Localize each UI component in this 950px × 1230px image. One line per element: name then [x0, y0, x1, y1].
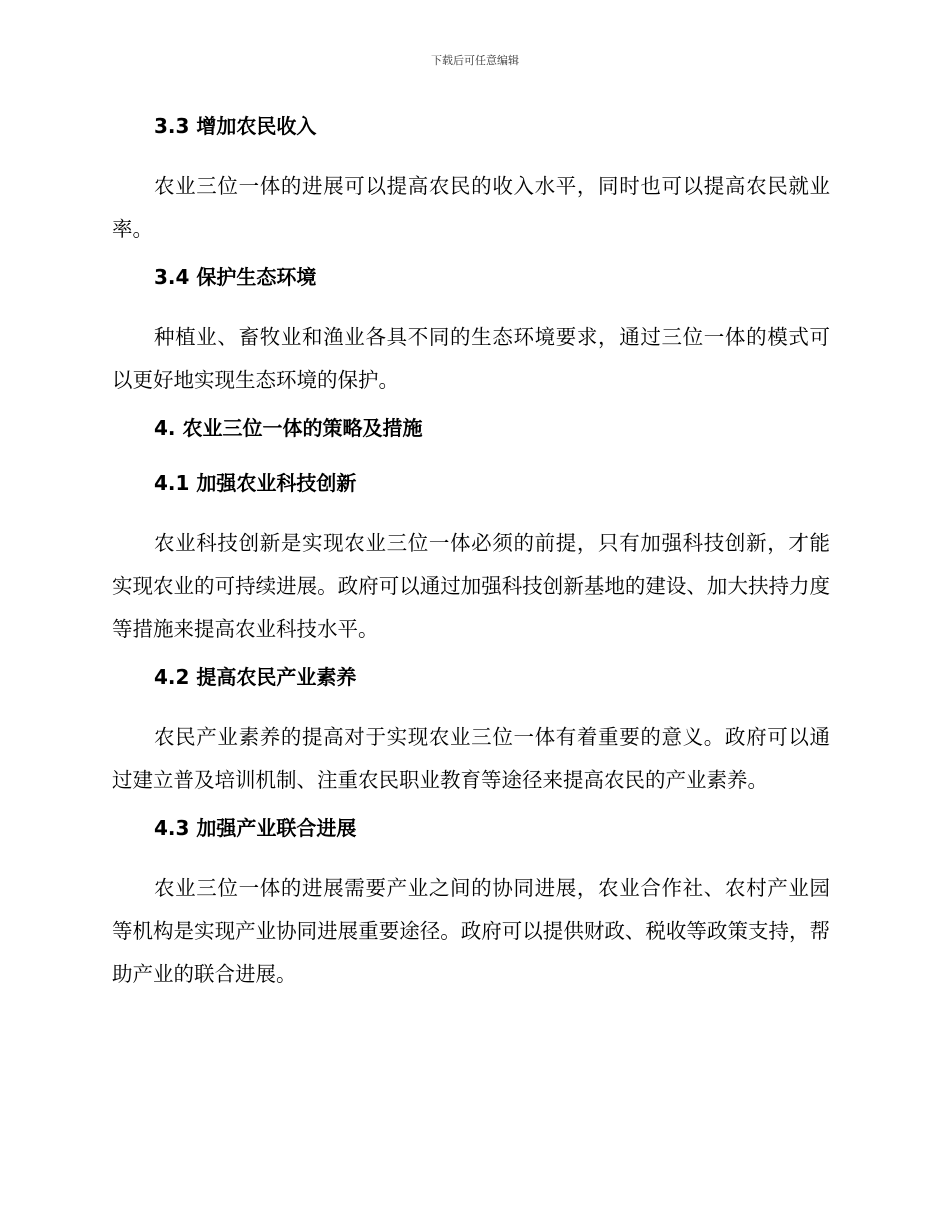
paragraph-protect-ecology: 种植业、畜牧业和渔业各具不同的生态环境要求，通过三位一体的模式可以更好地实现生态环境的保护。 — [112, 325, 830, 392]
document-body — [112, 110, 830, 1006]
paragraph-tech-innovation: 农业科技创新是实现农业三位一体必须的前提，只有加强科技创新，才能实现农业的可持续进展。政府可以通过加强科技创新基地的建设、加大扶持力度等措施来提高农业科技水平。 — [112, 531, 830, 641]
section-heading-4-1: 4.1 加强农业科技创新 — [154, 471, 357, 495]
section-heading-3-3: 3.3 增加农民收入 — [154, 114, 317, 138]
paragraph-farmer-literacy: 农民产业素养的提高对于实现农业三位一体有着重要的意义。政府可以通过建立普及培训机制、注重农民职业教育等途径来提高农民的产业素养。 — [112, 725, 830, 792]
section-heading-4-2: 4.2 提高农民产业素养 — [154, 665, 357, 689]
section-heading-4-3: 4.3 加强产业联合进展 — [154, 816, 357, 840]
page-header: 下载后可任意编辑 — [431, 54, 519, 67]
paragraph-industry-joint: 农业三位一体的进展需要产业之间的协同进展，农业合作社、农村产业园等机构是实现产业协同进展重要途径。政府可以提供财政、税收等政策支持，帮助产业的联合进展。 — [112, 876, 830, 986]
section-heading-4: 4. 农业三位一体的策略及措施 — [154, 416, 423, 440]
section-heading-3-4: 3.4 保护生态环境 — [154, 265, 317, 289]
paragraph-increase-income: 农业三位一体的进展可以提高农民的收入水平，同时也可以提高农民就业率。 — [112, 174, 830, 241]
